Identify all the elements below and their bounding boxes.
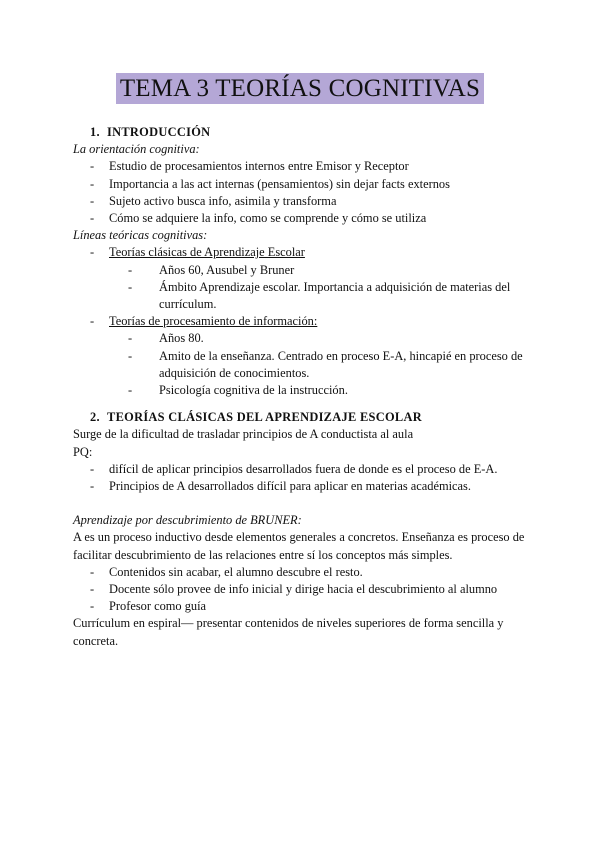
subheading: Líneas teóricas cognitivas: xyxy=(73,228,208,243)
list-item xyxy=(73,176,533,193)
list-item xyxy=(73,478,533,495)
item-text: Ámbito Aprendizaje escolar. Importancia a adquisición de materias del currículum. xyxy=(159,279,511,312)
bullet-dash: - xyxy=(128,383,133,398)
list-item xyxy=(73,564,533,581)
list-item xyxy=(73,598,533,615)
item-text: Años 80. xyxy=(159,331,204,346)
item-text: Contenidos sin acabar, el alumno descubre el resto. xyxy=(109,564,363,579)
nested-list-item xyxy=(73,348,533,382)
document-body xyxy=(73,124,533,650)
bullet-dash: - xyxy=(128,348,133,363)
section-title: INTRODUCCIÓN xyxy=(107,125,211,139)
item-text: Teorías clásicas de Aprendizaje Escolar xyxy=(109,245,305,260)
pq-label: PQ: xyxy=(73,444,93,459)
item-text: Sujeto activo busca info, asimila y transforma xyxy=(109,193,337,208)
nested-list-item xyxy=(73,262,533,279)
list-item xyxy=(73,158,533,175)
bullet-dash: - xyxy=(90,159,95,174)
bullet-dash: - xyxy=(90,582,95,597)
bullet-dash: - xyxy=(90,479,95,494)
item-text: Profesor como guía xyxy=(109,599,207,614)
list-item xyxy=(73,313,533,330)
bullet-dash: - xyxy=(90,599,95,614)
item-text: Teorías de procesamiento de información: xyxy=(109,314,318,329)
list-item xyxy=(73,581,533,598)
list-item xyxy=(73,210,533,227)
item-text: Estudio de procesamientos internos entre Emisor y Receptor xyxy=(109,159,409,174)
item-text: Amito de la enseñanza. Centrado en proceso E-A, hincapié en proceso de adquisición de conocimientos. xyxy=(159,348,523,380)
item-text: Docente sólo provee de info inicial y dirige hacia el descubrimiento al alumno xyxy=(109,582,498,597)
bullet-dash: - xyxy=(90,211,95,226)
bullet-dash: - xyxy=(90,461,95,476)
list-item xyxy=(73,244,533,261)
section-2-heading xyxy=(90,409,533,426)
page-title: TEMA 3 TEORÍAS COGNITIVAS xyxy=(116,73,484,104)
item-text: difícil de aplicar principios desarrollados fuera de donde es el proceso de E-A. xyxy=(109,461,498,476)
bullet-dash: - xyxy=(90,193,95,208)
section-title: TEORÍAS CLÁSICAS DEL APRENDIZAJE ESCOLAR xyxy=(107,410,422,425)
item-text: Años 60, Ausubel y Bruner xyxy=(159,262,295,277)
bullet-dash: - xyxy=(90,245,95,260)
nested-list-item xyxy=(73,330,533,347)
bullet-dash: - xyxy=(128,279,133,294)
spacer xyxy=(73,399,533,409)
item-text: Importancia a las act internas (pensamientos) sin dejar facts externos xyxy=(109,176,450,191)
paragraph: Surge de la dificultad de trasladar principios de A conductista al aula xyxy=(73,427,414,442)
spacer xyxy=(73,495,533,512)
list-item xyxy=(73,193,533,210)
paragraph: Currículum en espiral— presentar contenidos de niveles superiores de forma sencilla y concreta. xyxy=(73,616,504,648)
title-wrap xyxy=(0,73,600,104)
nested-list-item xyxy=(73,382,533,399)
subheading: La orientación cognitiva: xyxy=(73,142,200,157)
bullet-dash: - xyxy=(128,331,133,346)
section-1-heading xyxy=(90,124,533,141)
bullet-dash: - xyxy=(90,176,95,191)
subheading: Aprendizaje por descubrimiento de BRUNER: xyxy=(73,513,302,528)
section-number: 1. xyxy=(90,125,100,139)
bullet-dash: - xyxy=(128,262,133,277)
paragraph: A es un proceso inductivo desde elementos generales a concretos. Enseñanza es proceso de facilitar descubrimiento de las relaciones entre sí los conceptos más simples. xyxy=(73,530,525,562)
item-text: Psicología cognitiva de la instrucción. xyxy=(159,383,348,398)
item-text: Cómo se adquiere la info, como se comprende y cómo se utiliza xyxy=(109,211,427,226)
bullet-dash: - xyxy=(90,314,95,329)
list-item xyxy=(73,461,533,478)
item-text: Principios de A desarrollados difícil para aplicar en materias académicas. xyxy=(109,479,471,494)
nested-list-item xyxy=(73,279,533,313)
section-number: 2. xyxy=(90,410,100,425)
bullet-dash: - xyxy=(90,564,95,579)
